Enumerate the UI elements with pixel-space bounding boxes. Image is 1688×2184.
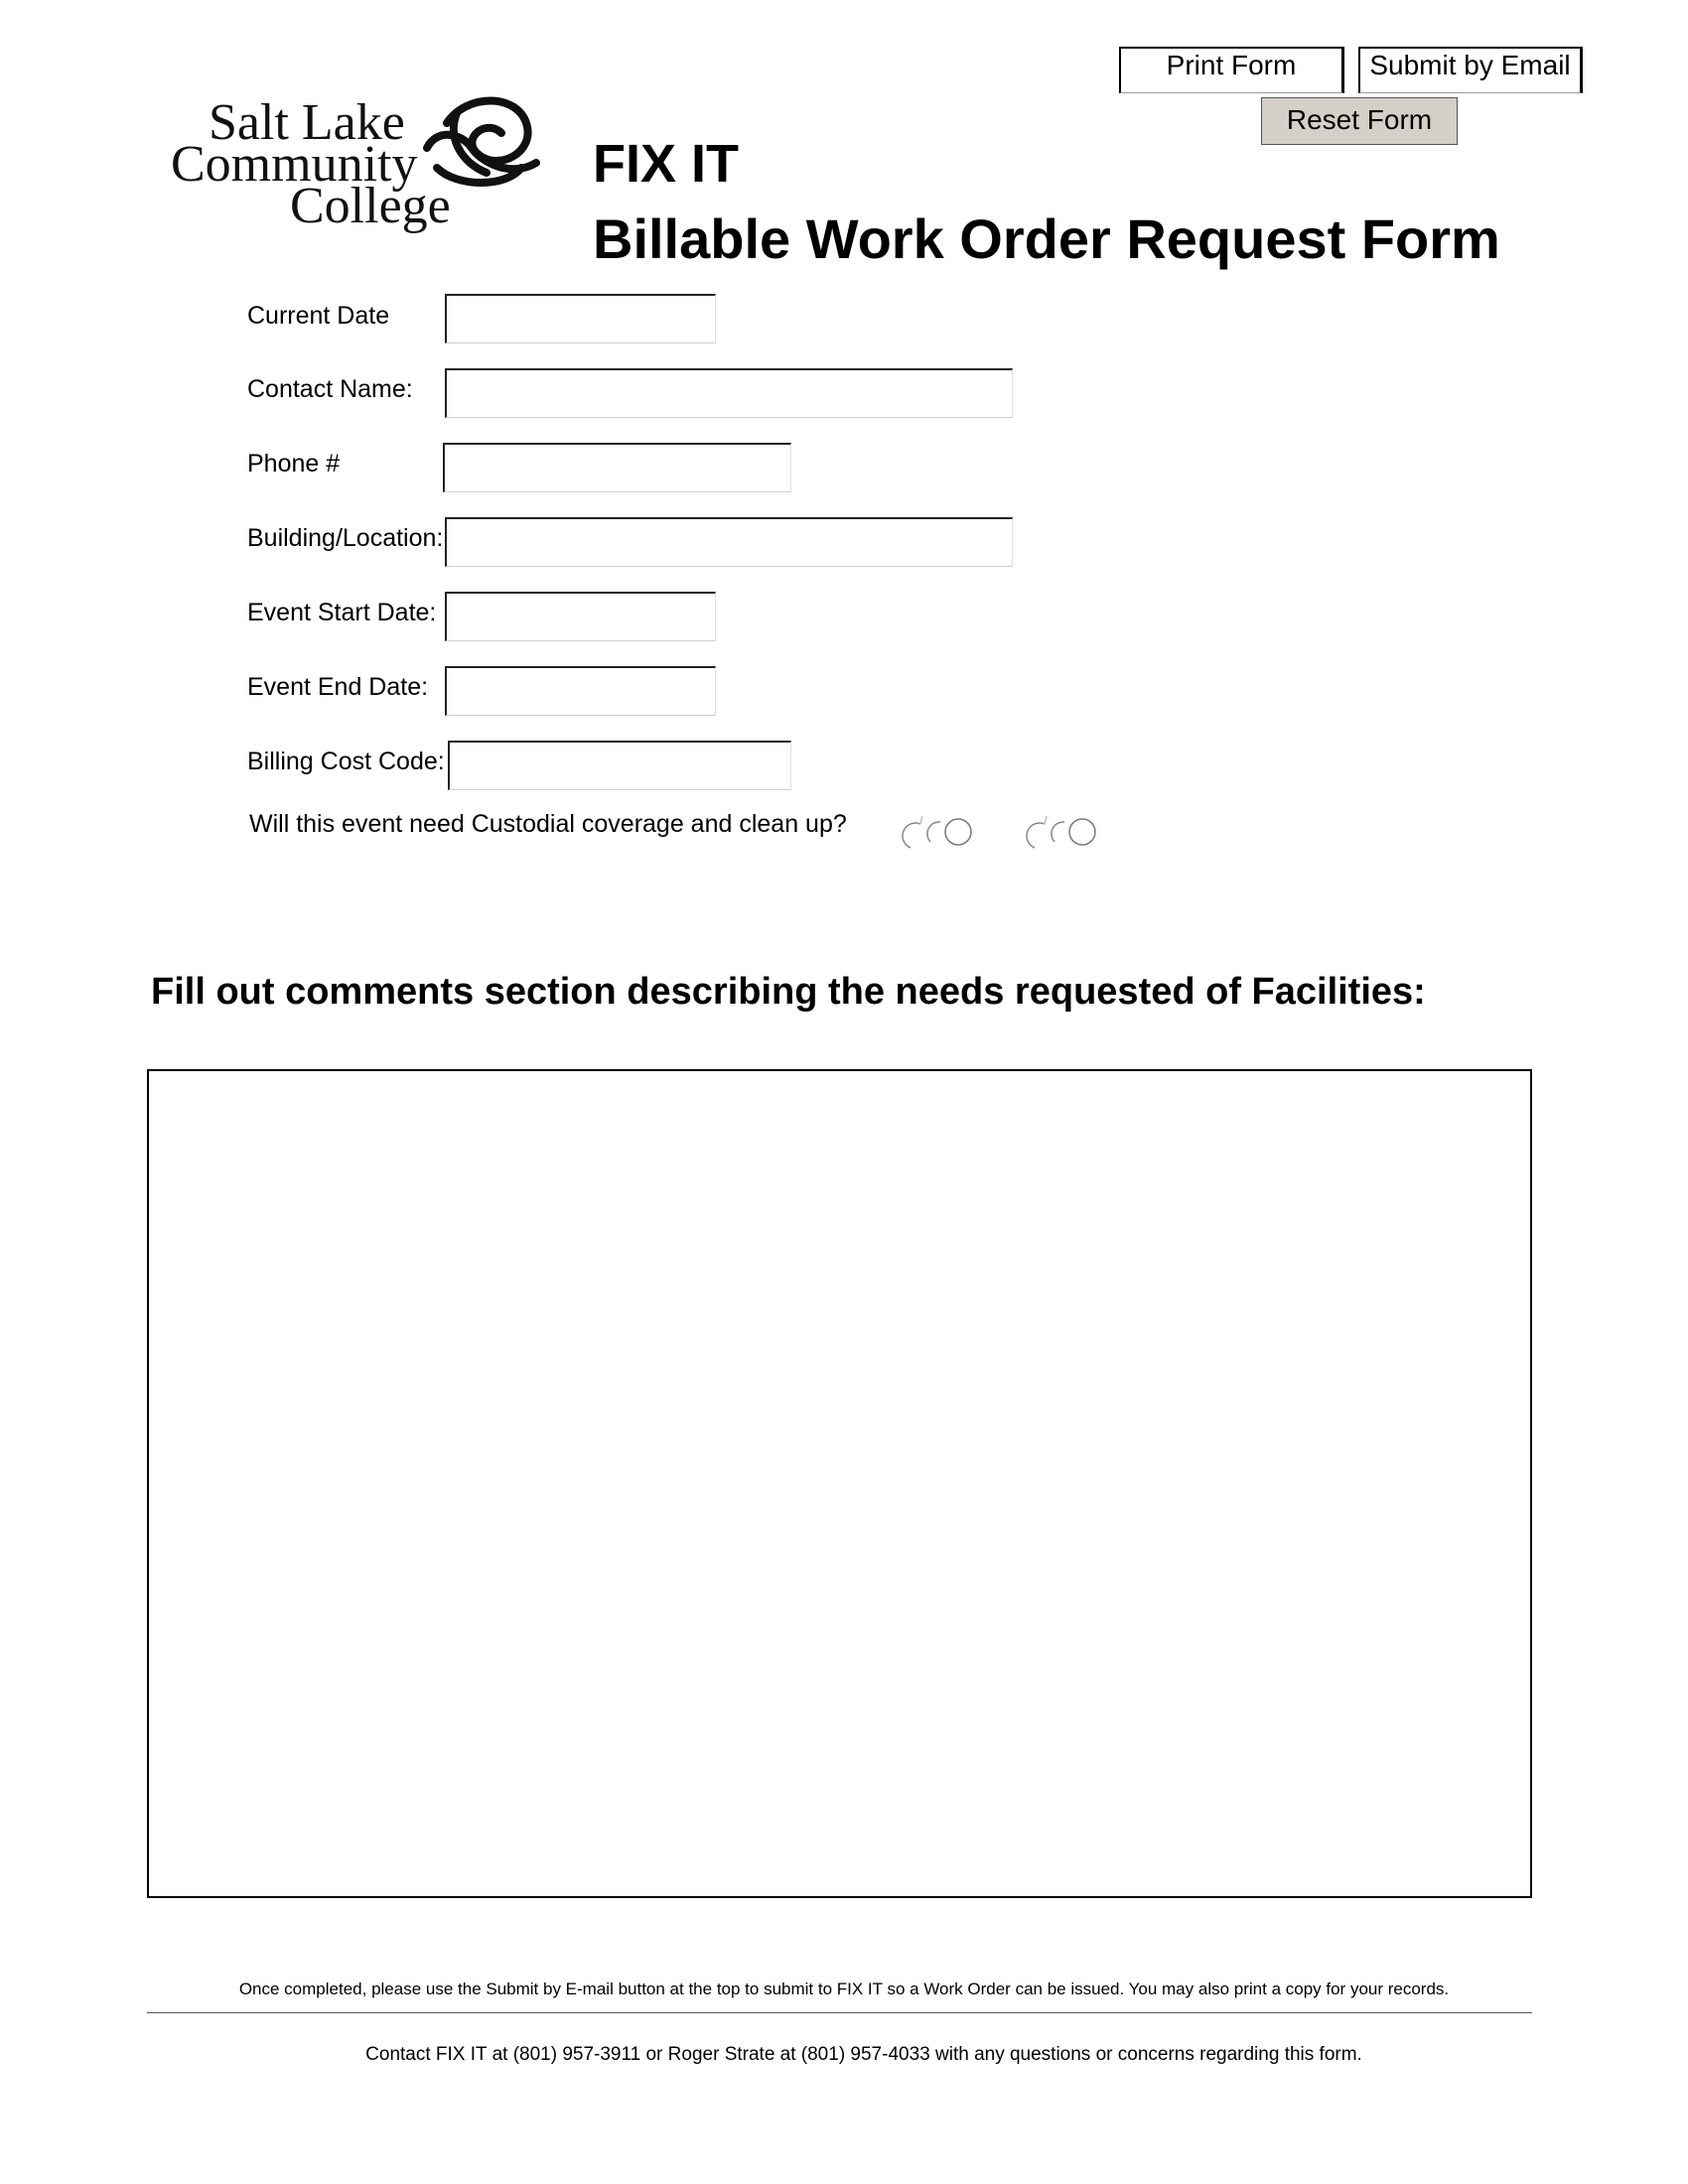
print-form-button[interactable]: Print Form <box>1119 47 1344 93</box>
billing-cost-code-label: Billing Cost Code: <box>247 748 445 775</box>
event-start-date-label: Event Start Date: <box>247 599 437 626</box>
logo-text-line2: Community <box>171 136 418 193</box>
reset-form-button[interactable]: Reset Form <box>1261 97 1458 145</box>
contact-name-input[interactable] <box>445 368 1013 418</box>
current-date-input[interactable] <box>445 294 716 343</box>
contact-name-label: Contact Name: <box>247 375 413 403</box>
form-title-sub: Billable Work Order Request Form <box>593 207 1500 270</box>
custodial-radio-yes[interactable] <box>897 812 976 852</box>
radio-button-icon <box>1021 812 1100 852</box>
billing-cost-code-input[interactable] <box>448 741 791 790</box>
knot-emblem-icon <box>417 93 546 193</box>
radio-button-icon <box>897 812 976 852</box>
custodial-radio-no[interactable] <box>1021 812 1100 852</box>
footer-divider <box>147 2012 1532 2013</box>
submit-by-email-button[interactable]: Submit by Email <box>1358 47 1583 93</box>
event-end-date-label: Event End Date: <box>247 673 429 701</box>
comments-heading: Fill out comments section describing the needs requested of Facilities: <box>151 971 1426 1013</box>
logo-text-line1: Salt Lake <box>209 94 405 151</box>
form-title-main: FIX IT <box>593 134 739 194</box>
college-logo <box>169 91 546 240</box>
phone-label: Phone # <box>247 450 341 478</box>
comments-textarea[interactable] <box>147 1069 1532 1898</box>
event-end-date-input[interactable] <box>445 666 716 716</box>
footer-instructions: Once completed, please use the Submit by E-mail button at the top to submit to FIX IT so a Work Order can be issued. You may also print a copy for your records. <box>238 1979 1450 1998</box>
footer-contact-info: Contact FIX IT at (801) 957-3911 or Roger Strate at (801) 957-4033 with any questions or concerns regarding this form. <box>365 2044 1362 2065</box>
current-date-label: Current Date <box>247 302 390 330</box>
logo-text-line3: College <box>290 178 451 234</box>
event-start-date-input[interactable] <box>445 592 716 641</box>
building-location-label: Building/Location: <box>247 524 444 552</box>
phone-input[interactable] <box>443 443 791 492</box>
building-location-input[interactable] <box>445 517 1013 567</box>
custodial-question-label: Will this event need Custodial coverage and clean up? <box>249 810 847 838</box>
